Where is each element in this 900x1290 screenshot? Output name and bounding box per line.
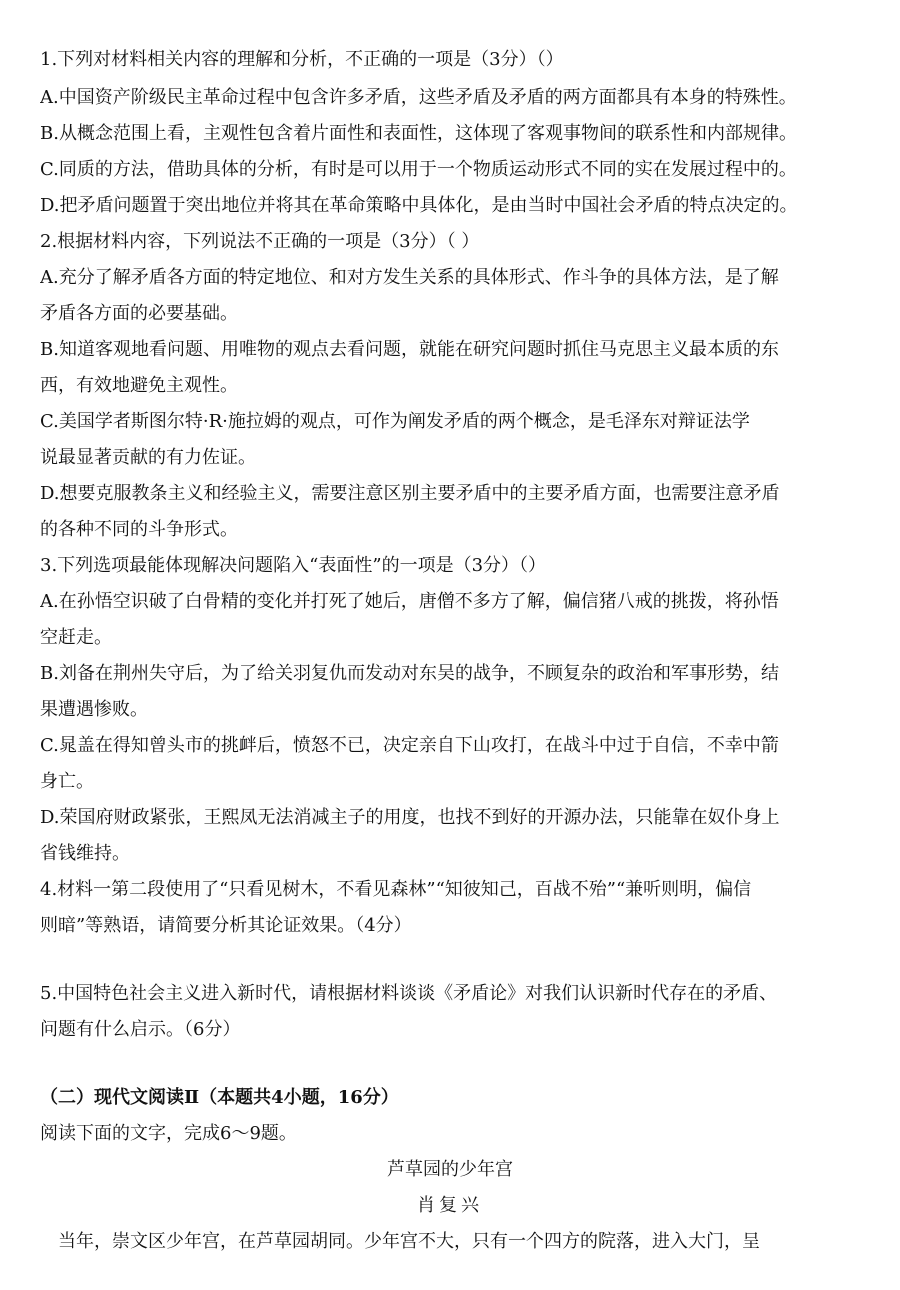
q3-stem: 3.下列选项最能体现解决问题陷入“表面性”的一项是（3分）（） (40, 555, 547, 576)
q3-option-a-line1: A.在孙悟空识破了白骨精的变化并打死了她后，唐僧不多方了解，偏信猪八戒的挑拨，将孙悟 (40, 591, 779, 612)
q3-option-b-line2: 果遭遇惨败。 (40, 699, 148, 720)
q2-option-d-line1: D.想要克服教条主义和经验主义，需要注意区别主要矛盾中的主要矛盾方面，也需要注意矛盾 (40, 483, 780, 504)
article-title: 芦草园的少年宫 (387, 1159, 513, 1180)
q1-option-b: B.从概念范围上看，主观性包含着片面性和表面性，这体现了客观事物间的联系性和内部规律。 (40, 123, 797, 144)
q2-option-c-line1: C.美国学者斯图尔特·R·施拉姆的观点，可作为阐发矛盾的两个概念，是毛泽东对辩证法学 (40, 411, 750, 432)
q3-option-d-line1: D.荣国府财政紧张，王熙凤无法消减主子的用度，也找不到好的开源办法，只能靠在奴仆身上 (40, 807, 780, 828)
q3-option-b-line1: B.刘备在荆州失守后，为了给关羽复仇而发动对东吴的战争，不顾复杂的政治和军事形势，结 (40, 663, 779, 684)
reading-instruction: 阅读下面的文字，完成6～9题。 (40, 1123, 297, 1144)
q2-option-c-line2: 说最显著贡献的有力佐证。 (40, 447, 256, 468)
q2-option-b-line2: 西，有效地避免主观性。 (40, 375, 238, 396)
q2-option-d-line2: 的各种不同的斗争形式。 (40, 519, 238, 540)
article-author: 肖复兴 (417, 1195, 483, 1216)
q5-line2: 问题有什么启示。（6分） (40, 1019, 241, 1040)
q5-line1: 5.中国特色社会主义进入新时代，请根据材料谈谈《矛盾论》对我们认识新时代存在的矛盾、 (40, 983, 778, 1004)
q1-option-c: C.同质的方法，借助具体的分析，有时是可以用于一个物质运动形式不同的实在发展过程中的。 (40, 159, 797, 180)
section-heading: （二）现代文阅读Ⅱ（本题共4小题，16分） (40, 1087, 399, 1108)
q4-line1: 4.材料一第二段使用了“只看见树木，不看见森林”“知彼知己，百战不殆”“兼听则明，偏信 (40, 879, 752, 900)
q3-option-c-line1: C.晁盖在得知曾头市的挑衅后，愤怒不已，决定亲自下山攻打，在战斗中过于自信，不幸中箭 (40, 735, 779, 756)
q2-option-a-line1: A.充分了解矛盾各方面的特定地位、和对方发生关系的具体形式、作斗争的具体方法，是了解 (40, 267, 779, 288)
q2-stem: 2.根据材料内容，下列说法不正确的一项是（3分）（ ） (40, 231, 480, 252)
q2-option-a-line2: 矛盾各方面的必要基础。 (40, 303, 238, 324)
q4-line2: 则暗”等熟语，请简要分析其论证效果。（4分） (40, 915, 412, 936)
q1-option-d: D.把矛盾问题置于突出地位并将其在革命策略中具体化，是由当时中国社会矛盾的特点决定的。 (40, 195, 798, 216)
q3-option-d-line2: 省钱维持。 (40, 843, 130, 864)
q3-option-c-line2: 身亡。 (40, 771, 94, 792)
q1-stem: 1.下列对材料相关内容的理解和分析，不正确的一项是（3分）（） (40, 49, 564, 70)
article-first-line: 当年，崇文区少年宫，在芦草园胡同。少年宫不大，只有一个四方的院落，进入大门，呈 (58, 1231, 760, 1252)
q3-option-a-line2: 空赶走。 (40, 627, 112, 648)
q2-option-b-line1: B.知道客观地看问题、用唯物的观点去看问题，就能在研究问题时抓住马克思主义最本质的东 (40, 339, 779, 360)
q1-option-a: A.中国资产阶级民主革命过程中包含许多矛盾，这些矛盾及矛盾的两方面都具有本身的特殊性。 (40, 87, 797, 108)
